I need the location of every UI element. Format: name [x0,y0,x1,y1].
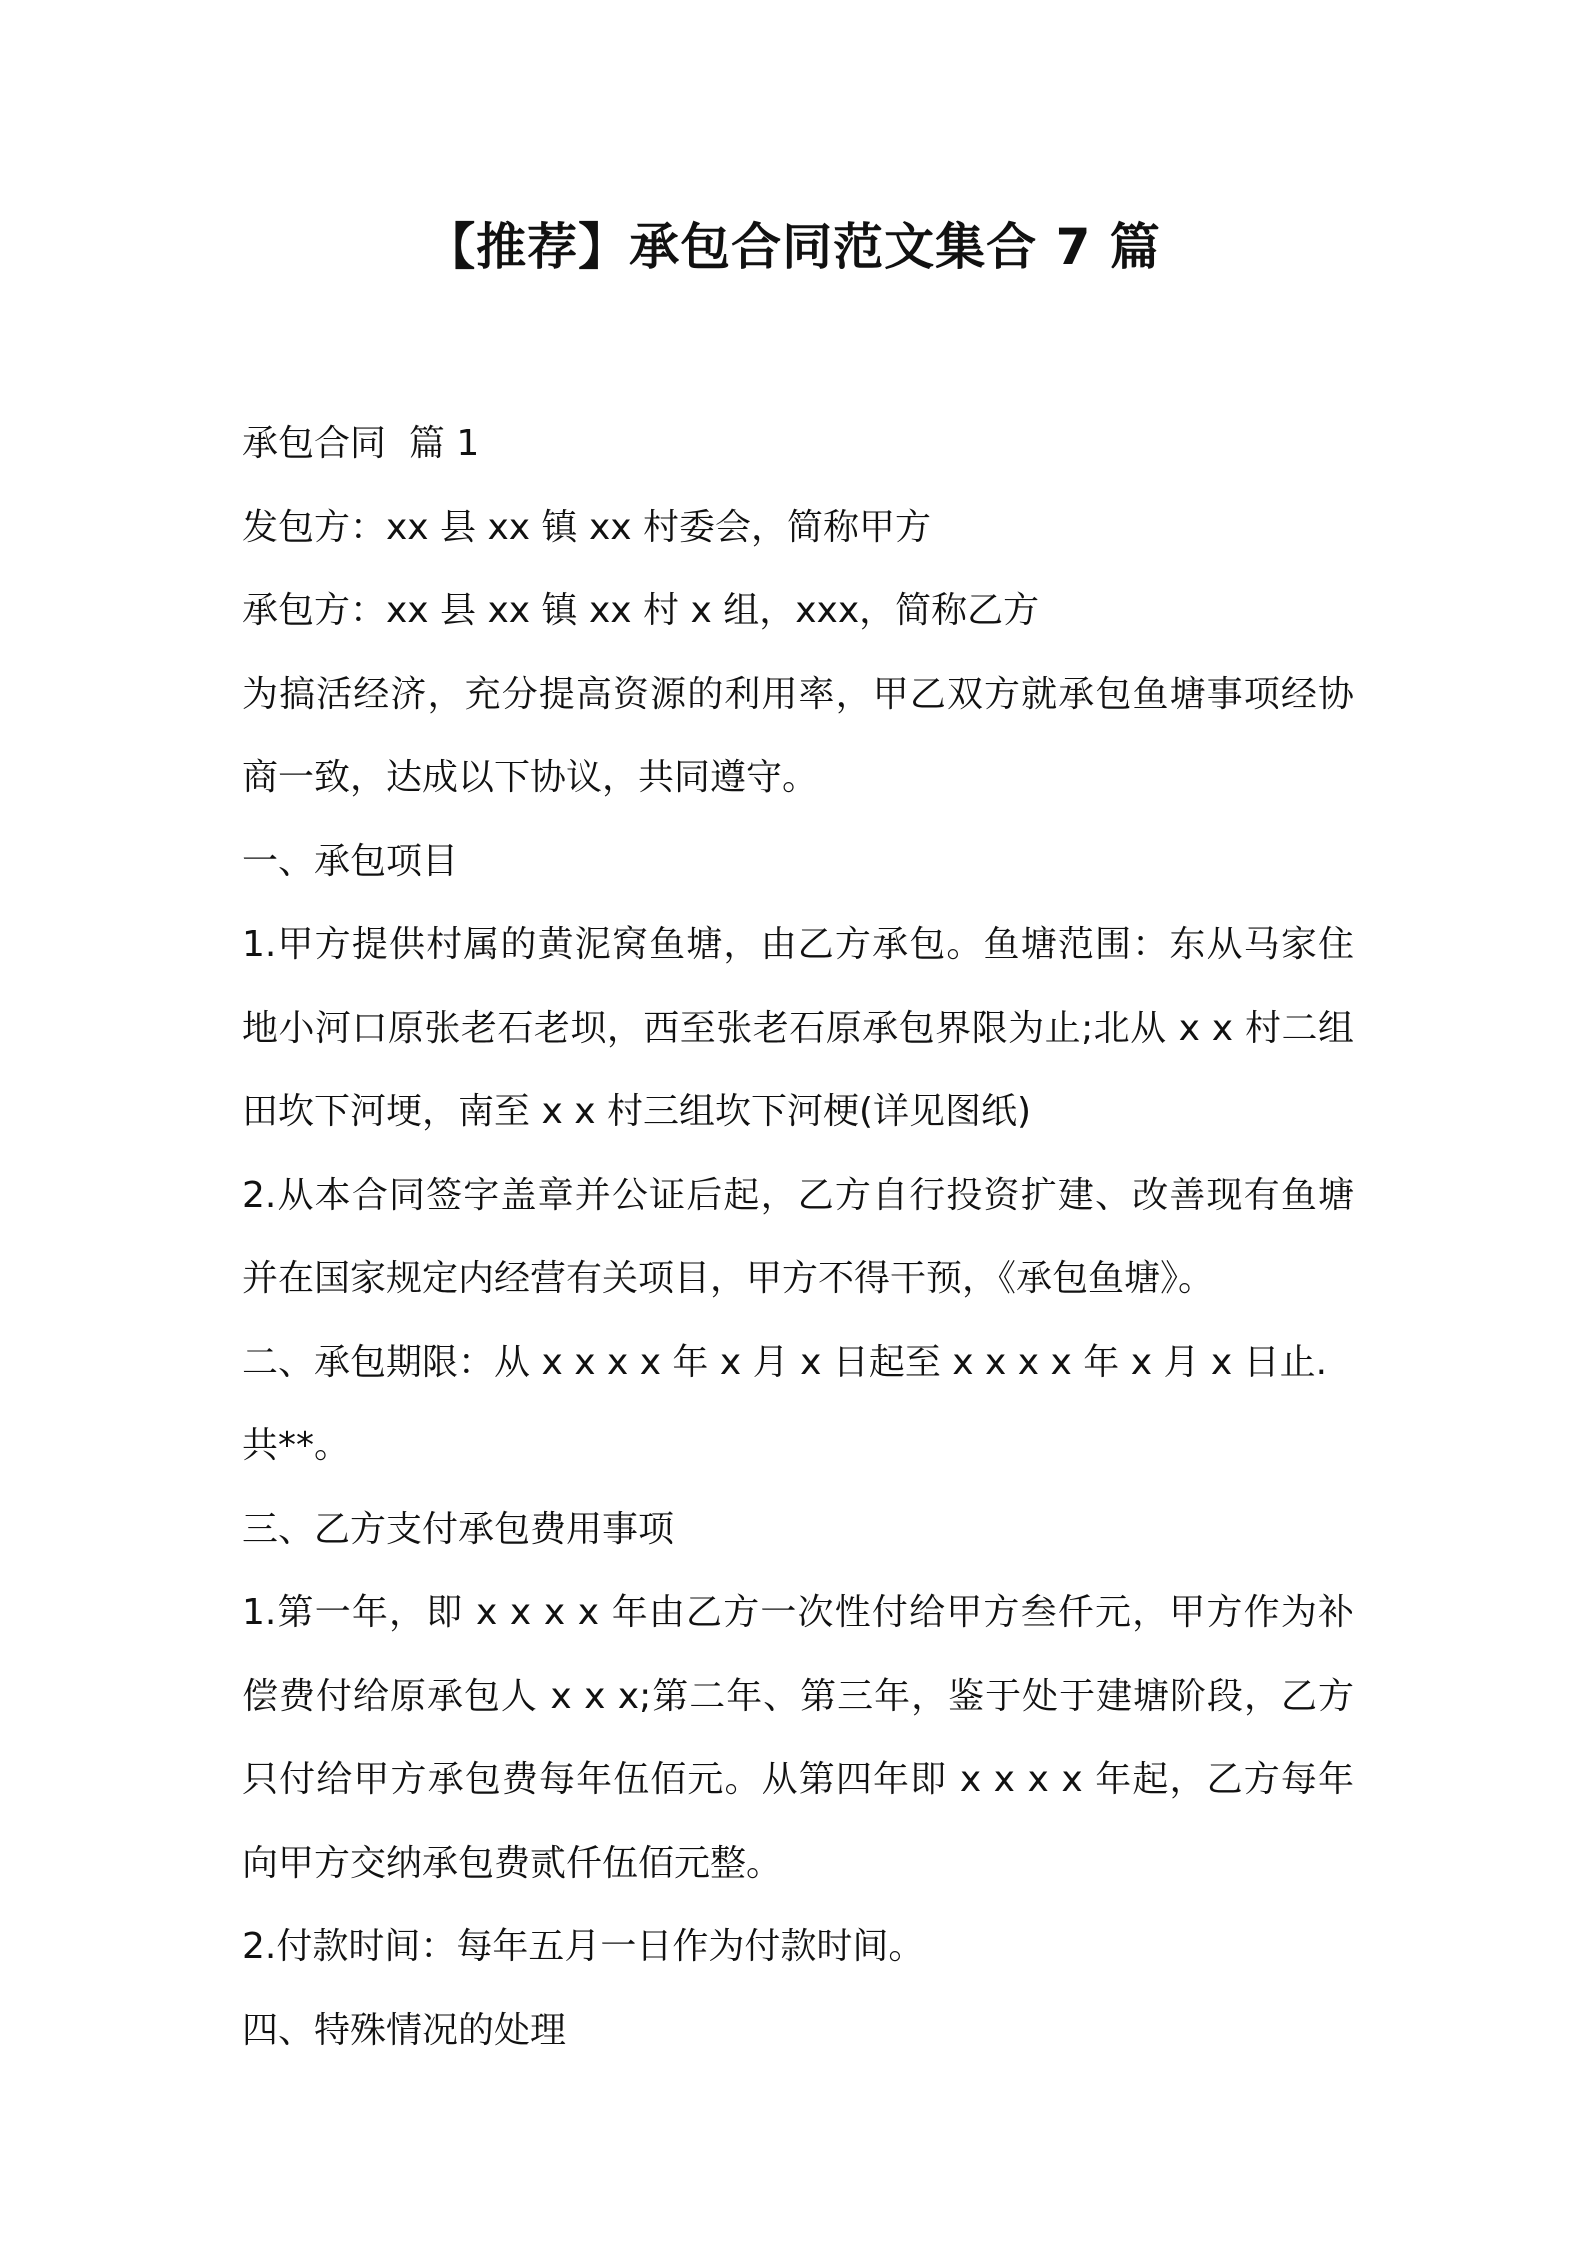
clause-paragraph: 1.甲方提供村属的黄泥窝鱼塘，由乙方承包。鱼塘范围：东从马家住地小河口原张老石老坝，西至张老石原承包界限为止;北从 x x 村二组田坎下河埂，南至 x x 村三组坎下河梗(详见图纸) [242,924,1354,1132]
document-body [242,402,1354,2072]
section-heading: 承包合同 篇 1 [242,423,480,464]
contract-party-issuer: 发包方：xx 县 xx 镇 xx 村委会，简称甲方 [242,506,932,548]
document-title: 【推荐】承包合同范文集合 7 篇 [425,218,1161,276]
clause-paragraph: 1.第一年，即 x x x x 年由乙方一次性付给甲方叁仟元，甲方作为补偿费付给原承包人 x x x;第二年、第三年，鉴于处于建塘阶段，乙方只付给甲方承包费每年伍佰元。从第四年即 x x x x 年起，乙方每年向甲方交纳承包费贰仟伍佰元整。 [242,1592,1354,1884]
clause-heading: 二、承包期限：从 x x x x 年 x 月 x 日起至 x x x x 年 x 月 x 日止.共**。 [242,1341,1328,1466]
clause-heading: 一、承包项目 [242,840,459,882]
clause-paragraph: 2.付款时间：每年五月一日作为付款时间。 [242,1926,925,1967]
clause-paragraph: 2.从本合同签字盖章并公证后起，乙方自行投资扩建、改善现有鱼塘并在国家规定内经营有关项目，甲方不得干预，《承包鱼塘》。 [242,1174,1354,1299]
contract-preamble: 为搞活经济，充分提高资源的利用率，甲乙双方就承包鱼塘事项经协商一致，达成以下协议，共同遵守。 [242,673,1354,798]
contract-party-contractor: 承包方：xx 县 xx 镇 xx 村 x 组，xxx，简称乙方 [242,590,1040,631]
clause-heading: 四、特殊情况的处理 [242,2009,567,2051]
clause-heading: 三、乙方支付承包费用事项 [242,1508,675,1550]
